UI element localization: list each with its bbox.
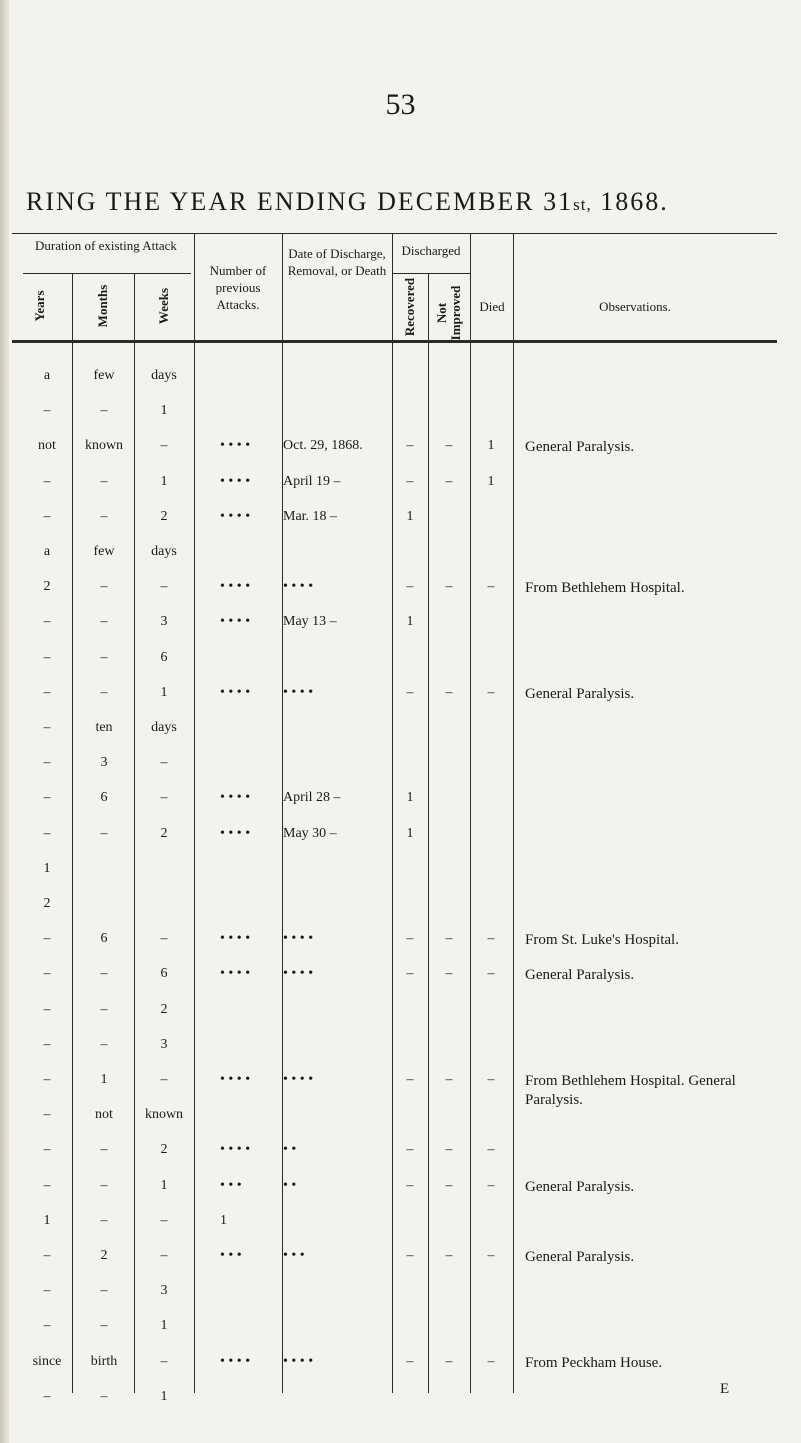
cell-recovered: – xyxy=(406,474,414,489)
cell-previous-attacks: • • • xyxy=(220,1178,242,1193)
cell-years: – xyxy=(43,1107,51,1122)
cell-weeks: 1 xyxy=(160,1318,168,1333)
cell-months: few xyxy=(93,544,115,559)
cell-observations: General Paralysis. xyxy=(525,1179,635,1195)
heading-suffix: st, xyxy=(573,195,592,214)
heading-year: 1868. xyxy=(600,187,669,216)
page-number: 53 xyxy=(385,88,416,121)
duration-subrule xyxy=(23,273,191,274)
cell-recovered: – xyxy=(406,931,414,946)
cell-died: 1 xyxy=(487,474,495,489)
cell-date: May 13 – xyxy=(283,614,337,629)
cell-weeks: 3 xyxy=(160,1037,168,1052)
cell-years: – xyxy=(43,403,51,418)
header-observations: Observations. xyxy=(599,299,671,314)
cell-years: 2 xyxy=(43,579,51,594)
cell-died: – xyxy=(487,685,495,700)
cell-previous-attacks: • • • • xyxy=(220,790,251,805)
cell-years: – xyxy=(43,650,51,665)
cell-years: – xyxy=(43,1037,51,1052)
heading-main: RING THE YEAR ENDING DECEMBER 31 xyxy=(26,187,574,216)
cell-weeks: 6 xyxy=(160,650,168,665)
cell-months: 3 xyxy=(100,755,108,770)
header-weeks: Weeks xyxy=(156,287,171,325)
cell-weeks: – xyxy=(160,579,168,594)
cell-years: – xyxy=(43,720,51,735)
cell-months: – xyxy=(100,403,108,418)
cell-date: • • • • xyxy=(283,579,314,594)
cell-years: 2 xyxy=(43,896,51,911)
cell-previous-attacks: • • • • xyxy=(220,931,251,946)
cell-recovered: – xyxy=(406,438,414,453)
cell-years: not xyxy=(38,438,56,453)
cell-died: – xyxy=(487,1178,495,1193)
cell-previous-attacks: 1 xyxy=(220,1213,227,1228)
cell-date: • • xyxy=(283,1142,297,1157)
cell-date: • • • • xyxy=(283,966,314,981)
header-recovered: Recovered xyxy=(402,277,417,337)
cell-months: – xyxy=(100,1389,108,1404)
cell-years: – xyxy=(43,790,51,805)
cell-recovered: – xyxy=(406,685,414,700)
cell-weeks: 1 xyxy=(160,1178,168,1193)
cell-months: – xyxy=(100,966,108,981)
cell-years: – xyxy=(43,1178,51,1193)
cell-observations: From Peckham House. xyxy=(525,1355,663,1371)
cell-weeks: – xyxy=(160,790,168,805)
cell-died: – xyxy=(487,579,495,594)
cell-months: – xyxy=(100,474,108,489)
cell-recovered: – xyxy=(406,1248,414,1263)
cell-months: – xyxy=(100,579,108,594)
cell-not-improved: – xyxy=(445,474,453,489)
cell-years: – xyxy=(43,1318,51,1333)
cell-not-improved: – xyxy=(445,1178,453,1193)
cell-recovered: – xyxy=(406,579,414,594)
cell-years: 1 xyxy=(43,1213,51,1228)
cell-died: – xyxy=(487,1142,495,1157)
cell-observations: From Bethlehem Hospital. General Paralysis. xyxy=(525,1073,736,1108)
cell-months: – xyxy=(100,1283,108,1298)
cell-months: – xyxy=(100,1142,108,1157)
cell-months: – xyxy=(100,826,108,841)
cell-recovered: 1 xyxy=(406,826,414,841)
cell-recovered: 1 xyxy=(406,614,414,629)
cell-previous-attacks: • • • • xyxy=(220,826,251,841)
cell-weeks: 1 xyxy=(160,403,168,418)
header-bottom-rule xyxy=(12,340,777,343)
cell-previous-attacks: • • • • xyxy=(220,509,251,524)
cell-died: 1 xyxy=(487,438,495,453)
cell-months: few xyxy=(93,368,115,383)
cell-months: 6 xyxy=(100,790,108,805)
cell-previous-attacks: • • • • xyxy=(220,614,251,629)
cell-weeks: – xyxy=(160,1213,168,1228)
footer-signature-mark: E xyxy=(720,1381,730,1397)
cell-date: • • • • xyxy=(283,931,314,946)
cell-died: – xyxy=(487,931,495,946)
cell-observations: General Paralysis. xyxy=(525,686,635,702)
cell-recovered: – xyxy=(406,966,414,981)
cell-months: – xyxy=(100,1037,108,1052)
discharged-subrule xyxy=(392,273,470,274)
cell-date: • • • • xyxy=(283,1354,314,1369)
cell-months: – xyxy=(100,614,108,629)
cell-years: – xyxy=(43,755,51,770)
cell-observations: From St. Luke's Hospital. xyxy=(525,932,679,948)
cell-not-improved: – xyxy=(445,1072,453,1087)
cell-died: – xyxy=(487,966,495,981)
cell-observations: General Paralysis. xyxy=(525,439,635,455)
col-rule-observations xyxy=(513,233,514,1393)
cell-date: • • • • xyxy=(283,685,314,700)
cell-weeks: 2 xyxy=(160,826,168,841)
cell-date: • • • • xyxy=(283,1072,314,1087)
cell-years: – xyxy=(43,1283,51,1298)
cell-weeks: 2 xyxy=(160,1142,168,1157)
cell-previous-attacks: • • • • xyxy=(220,1142,251,1157)
cell-months: 2 xyxy=(100,1248,108,1263)
cell-not-improved: – xyxy=(445,1354,453,1369)
cell-years: 1 xyxy=(43,861,51,876)
col-rule-previous xyxy=(194,233,195,1393)
cell-weeks: known xyxy=(144,1107,184,1122)
page-heading xyxy=(26,187,669,217)
cell-weeks: – xyxy=(160,1354,168,1369)
cell-months: birth xyxy=(90,1354,118,1369)
col-rule-died xyxy=(470,233,471,1393)
cell-months: known xyxy=(84,438,124,453)
cell-months: 6 xyxy=(100,931,108,946)
cell-recovered: 1 xyxy=(406,509,414,524)
cell-years: – xyxy=(43,1248,51,1263)
cell-years: – xyxy=(43,1072,51,1087)
cell-weeks: 6 xyxy=(160,966,168,981)
cell-weeks: 2 xyxy=(160,509,168,524)
page-edge-shadow xyxy=(0,0,9,1443)
cell-weeks: – xyxy=(160,931,168,946)
cell-previous-attacks: • • • • xyxy=(220,1072,251,1087)
cell-weeks: – xyxy=(160,1072,168,1087)
cell-weeks: 3 xyxy=(160,1283,168,1298)
cell-not-improved: – xyxy=(445,1142,453,1157)
cell-months: ten xyxy=(95,720,113,735)
cell-months: – xyxy=(100,685,108,700)
cell-observations: General Paralysis. xyxy=(525,967,635,983)
cell-not-improved: – xyxy=(445,966,453,981)
cell-years: – xyxy=(43,966,51,981)
cell-date: April 28 – xyxy=(283,790,341,805)
cell-date: • • xyxy=(283,1178,297,1193)
col-rule-date xyxy=(282,233,283,1393)
cell-died: – xyxy=(487,1248,495,1263)
header-discharged: Discharged xyxy=(401,243,461,258)
cell-previous-attacks: • • • • xyxy=(220,685,251,700)
cell-not-improved: – xyxy=(445,1248,453,1263)
cell-weeks: 2 xyxy=(160,1002,168,1017)
cell-years: – xyxy=(43,826,51,841)
cell-years: a xyxy=(43,544,51,559)
cell-previous-attacks: • • • • xyxy=(220,474,251,489)
cell-recovered: – xyxy=(406,1142,414,1157)
cell-observations: General Paralysis. xyxy=(525,1249,635,1265)
header-previous-attacks: Number of previous Attacks. xyxy=(209,263,267,312)
cell-weeks: 1 xyxy=(160,1389,168,1404)
cell-months: 1 xyxy=(100,1072,108,1087)
cell-previous-attacks: • • • • xyxy=(220,438,251,453)
cell-months: – xyxy=(100,1002,108,1017)
cell-previous-attacks: • • • • xyxy=(220,1354,251,1369)
cell-weeks: – xyxy=(160,1248,168,1263)
cell-date: Oct. 29, 1868. xyxy=(283,438,363,453)
cell-date: • • • xyxy=(283,1248,305,1263)
cell-weeks: 1 xyxy=(160,685,168,700)
cell-months: – xyxy=(100,1318,108,1333)
header-died: Died xyxy=(479,299,505,314)
header-not-improved: Not Improved xyxy=(434,285,463,341)
cell-previous-attacks: • • • • xyxy=(220,966,251,981)
table-top-rule xyxy=(12,233,777,234)
cell-months: – xyxy=(100,509,108,524)
cell-not-improved: – xyxy=(445,931,453,946)
cell-died: – xyxy=(487,1072,495,1087)
col-rule-recovered xyxy=(392,233,393,1393)
cell-weeks: – xyxy=(160,438,168,453)
cell-weeks: days xyxy=(151,720,177,735)
cell-months: – xyxy=(100,650,108,665)
cell-years: – xyxy=(43,685,51,700)
cell-weeks: 3 xyxy=(160,614,168,629)
header-duration: Duration of existing Attack xyxy=(35,238,177,253)
cell-recovered: – xyxy=(406,1354,414,1369)
header-months: Months xyxy=(95,284,110,328)
cell-observations: From Bethlehem Hospital. xyxy=(525,580,685,596)
cell-not-improved: – xyxy=(445,438,453,453)
cell-years: – xyxy=(43,474,51,489)
cell-months: – xyxy=(100,1213,108,1228)
cell-years: a xyxy=(43,368,51,383)
cell-years: – xyxy=(43,1389,51,1404)
cell-not-improved: – xyxy=(445,579,453,594)
cell-weeks: days xyxy=(151,544,177,559)
cell-previous-attacks: • • • xyxy=(220,1248,242,1263)
cell-years: – xyxy=(43,614,51,629)
cell-weeks: days xyxy=(151,368,177,383)
cell-date: Mar. 18 – xyxy=(283,509,338,524)
cell-months: not xyxy=(95,1107,113,1122)
cell-years: – xyxy=(43,1002,51,1017)
cell-recovered: – xyxy=(406,1178,414,1193)
cell-years: since xyxy=(32,1354,62,1369)
cell-weeks: – xyxy=(160,755,168,770)
cell-years: – xyxy=(43,1142,51,1157)
cell-years: – xyxy=(43,931,51,946)
header-years: Years xyxy=(32,290,47,322)
cell-not-improved: – xyxy=(445,685,453,700)
cell-date: April 19 – xyxy=(283,474,341,489)
cell-weeks: 1 xyxy=(160,474,168,489)
cell-recovered: – xyxy=(406,1072,414,1087)
cell-date: May 30 – xyxy=(283,826,337,841)
cell-years: – xyxy=(43,509,51,524)
cell-recovered: 1 xyxy=(406,790,414,805)
cell-died: – xyxy=(487,1354,495,1369)
cell-previous-attacks: • • • • xyxy=(220,579,251,594)
header-date: Date of Discharge, Removal, or Death xyxy=(287,246,387,278)
cell-months: – xyxy=(100,1178,108,1193)
